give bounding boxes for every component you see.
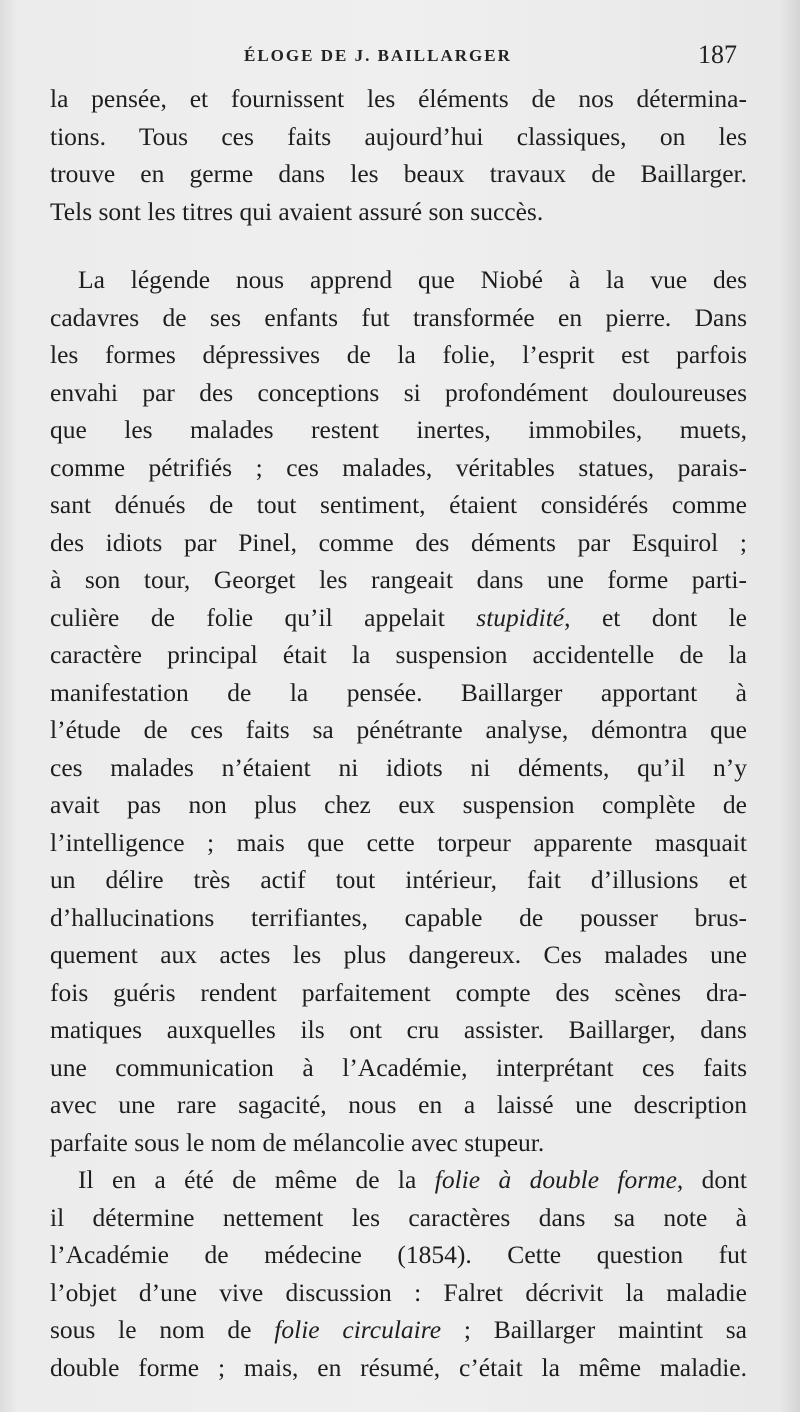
text-segment: , dont <box>676 1165 748 1194</box>
text-line: l’intelligence ; mais que cette torpeur apparente masquait <box>50 827 747 857</box>
paragraph-gap <box>50 230 747 261</box>
text-segment: ; Baillarger maintint sa <box>441 1315 747 1344</box>
text-line: l’objet d’une vive discussion : Falret décrivit la maladie <box>50 1277 747 1307</box>
text-line: avec une rare sagacité, nous en a laissé une description <box>50 1090 747 1119</box>
running-head: ÉLOGE DE J. BAILLARGER <box>244 46 512 65</box>
text-line-with-italic <box>50 1161 747 1199</box>
text-line: caractère principal était la suspension accidentelle de la <box>50 640 747 669</box>
text-line: ces malades n’étaient ni idiots ni déments, qu’il n’y <box>50 752 747 782</box>
text-line: parfaite sous le nom de mélancolie avec stupeur. <box>50 1127 545 1157</box>
text-line: il détermine nettement les caractères dans sa note à <box>50 1202 747 1232</box>
text-line: tions. Tous ces faits aujourd’hui classiques, on les <box>50 121 747 151</box>
page-number: 187 <box>698 40 737 69</box>
text-line: sant dénués de tout sentiment, étaient considérés comme <box>50 490 747 519</box>
text-segment: culière de folie qu’il appelait <box>50 602 445 632</box>
text-line: l’Académie de médecine (1854). Cette question fut <box>50 1240 747 1269</box>
text-segment: Il en a été de même de la <box>78 1165 417 1194</box>
text-line: une communication à l’Académie, interprétant ces faits <box>50 1052 747 1082</box>
text-segment: sous le nom de <box>50 1315 252 1344</box>
text-line: double forme ; mais, en résumé, c’était la même maladie. <box>50 1352 747 1382</box>
text-line: La légende nous apprend que Niobé à la vue des <box>78 265 747 294</box>
paragraph-3 <box>50 1161 747 1386</box>
paragraph-2 <box>50 261 747 1161</box>
text-line: Tels sont les titres qui avaient assuré son succès. <box>50 196 544 226</box>
text-line: comme pétrifiés ; ces malades, véritables statues, parais- <box>50 452 747 482</box>
text-line: d’hallucinations terrifiantes, capable de pousser brus- <box>50 902 747 932</box>
text-line: un délire très actif tout intérieur, fait d’illusions et <box>50 865 747 894</box>
italic-term: folie à double forme <box>434 1165 677 1194</box>
italic-term: stupidité <box>476 602 565 632</box>
text-line: que les malades restent inertes, immobiles, muets, <box>50 415 747 444</box>
text-line: quement aux actes les plus dangereux. Ces malades une <box>50 940 747 969</box>
body-text <box>50 80 747 1386</box>
italic-term: folie circulaire <box>274 1315 442 1344</box>
text-line: cadavres de ses enfants fut transformée en pierre. Dans <box>50 302 747 332</box>
text-line: manifestation de la pensée. Baillarger apportant à <box>50 677 747 707</box>
paragraph-1 <box>50 80 747 230</box>
text-line: trouve en germe dans les beaux travaux de Baillarger. <box>50 159 747 188</box>
text-line: l’étude de ces faits sa pénétrante analyse, démontra que <box>50 715 747 744</box>
text-line: les formes dépressives de la folie, l’esprit est parfois <box>50 340 747 369</box>
text-line-with-italic <box>50 599 747 637</box>
text-line: matiques auxquelles ils ont cru assister. Baillarger, dans <box>50 1015 747 1044</box>
text-line: avait pas non plus chez eux suspension complète de <box>50 790 747 819</box>
text-line: à son tour, Georget les rangeait dans une forme parti- <box>50 565 747 594</box>
page-header <box>0 40 800 74</box>
text-line: des idiots par Pinel, comme des déments par Esquirol ; <box>50 527 747 557</box>
text-line: la pensée, et fournissent les éléments de nos détermina- <box>50 84 747 113</box>
text-line-with-italic <box>50 1311 747 1349</box>
text-line: envahi par des conceptions si profondément douloureuses <box>50 377 747 407</box>
text-line: fois guéris rendent parfaitement compte des scènes dra- <box>50 977 747 1007</box>
text-segment: , et dont le <box>564 602 748 632</box>
